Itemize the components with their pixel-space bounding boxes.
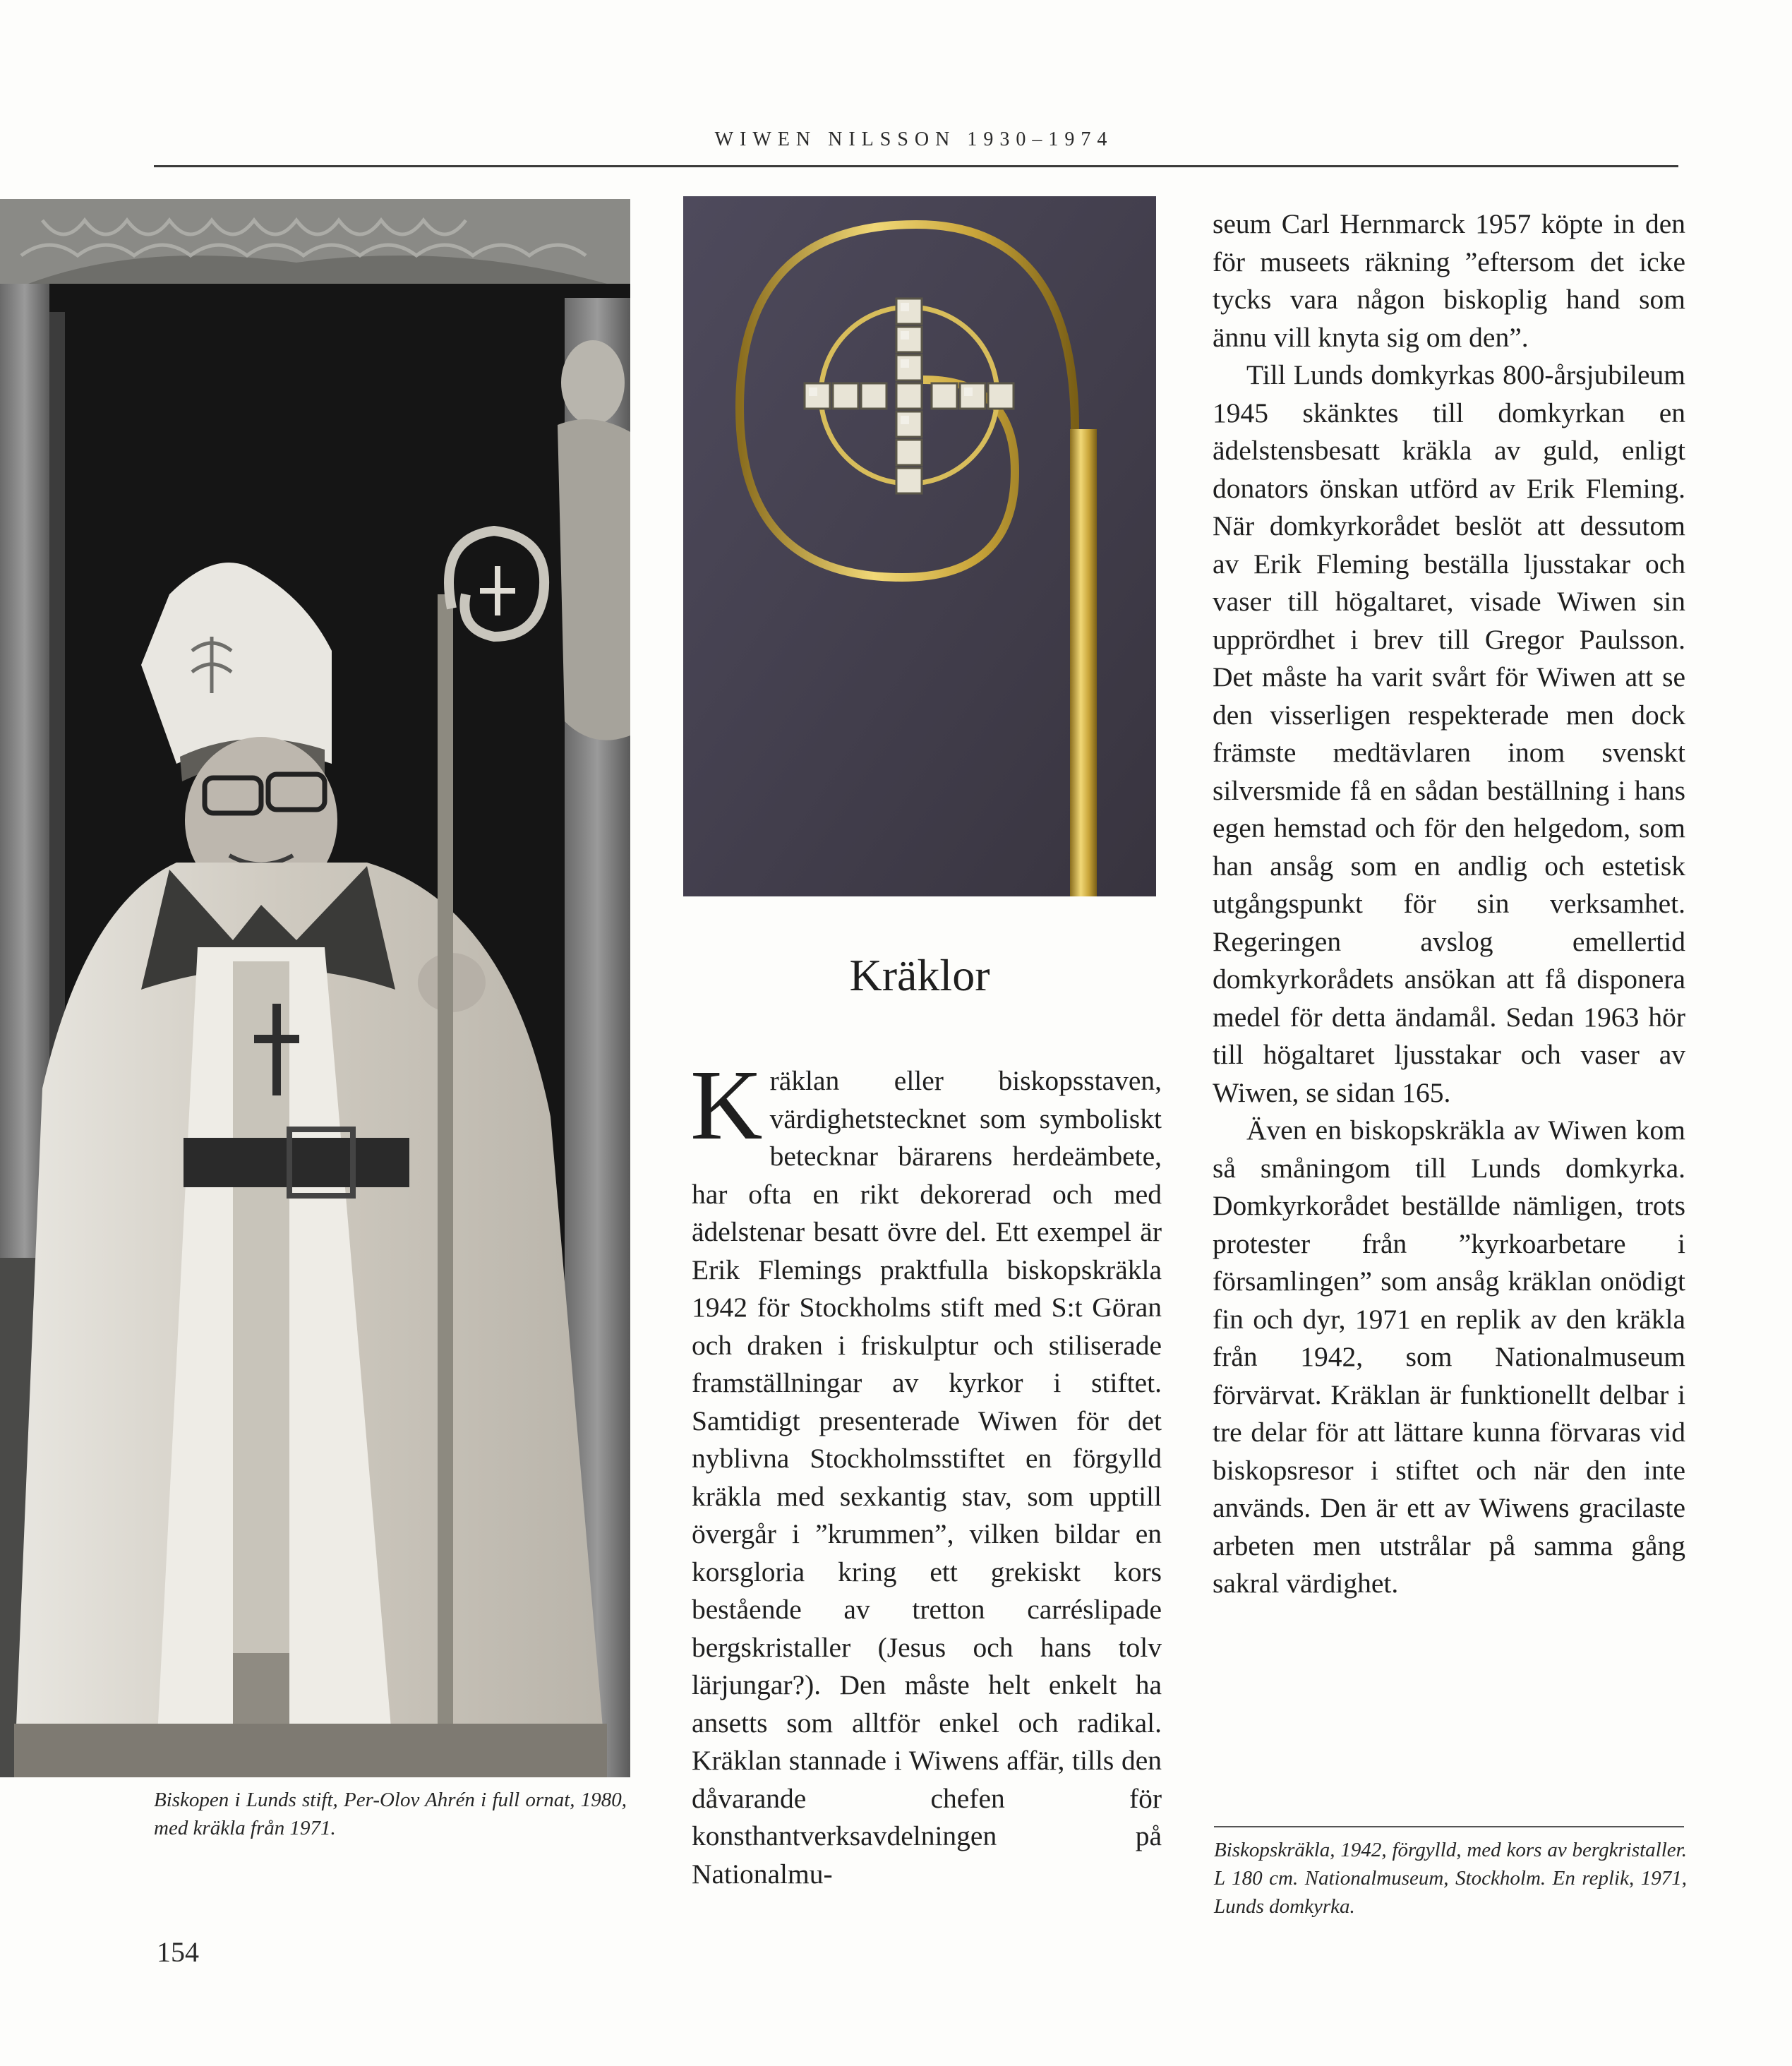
middle-paragraph-text: räklan eller biskopsstaven, värdighetstecknet som symboliskt betecknar bärarens herdeämbete, har ofta en rikt dekorerad och med ädelstenar besatt övre del. Ett exempel är Erik Flemings praktfulla biskopskräkla 1942 för Stockholms stift med S:t Göran och draken i friskulptur och stiliserade framställningar av kyrkor i stiftet. Samtidigt presenterade Wiwen för det nyblivna Stockholmsstiftet en förgylld kräkla med sexkantig stav, som upptill övergår i ”krummen”, vilken bildar en korsgloria kring ett grekiskt kors bestående av tretton carréslipade bergskristaller (Jesus och hans tolv lärjungar?). Den måste helt enkelt ha ansetts som alltför enkel och radikal. Kräklan stannade i Wiwens affär, tills den dåvarande chefen för konsthantverksavdelningen på Nationalmu- <box>692 1065 1162 1890</box>
right-column <box>1213 205 1685 1603</box>
right-paragraph-2: Till Lunds domkyrkas 800-årsjubileum 1945 skänktes till domkyrkan en ädelstensbesatt kräkla av guld, enligt donators önskan utförd av Erik Fleming. När domkyrkorådet beslöt att dessutom av Erik Fleming beställa ljusstakar och vaser till högaltaret, visade Wiwen sin upprördhet i brev till Gregor Paulsson. Det måste ha varit svårt för Wiwen att se den visserligen respekterade men dock främste medtävlaren inom svenskt silversmide få en sådan beställning i hans egen hemstad och för den helgedom, som han ansåg som en andlig och estetisk utgångspunkt för sin verksamhet. Regeringen avslog emellertid domkyrkorådets ansökan att få disponera medel för detta ändamål. Sedan 1963 hör till högaltaret ljusstakar och vaser av Wiwen, se sidan 165. <box>1213 359 1685 1108</box>
bishop-photo <box>0 199 630 1777</box>
bishop-illustration <box>0 199 630 1777</box>
running-header: WIWEN NILSSON 1930–1974 <box>714 128 1114 150</box>
crozier-photo <box>683 196 1156 896</box>
middle-column <box>690 1049 1162 1893</box>
page-number: 154 <box>157 1936 199 1968</box>
drop-cap: K <box>690 1049 763 1160</box>
caption-rule <box>1214 1826 1684 1827</box>
header-rule <box>154 165 1678 167</box>
crozier-illustration <box>683 196 1156 896</box>
crozier-photo-caption: Biskopskräkla, 1942, förgylld, med kors av bergkristaller. L 180 cm. Nationalmuseum, Stockholm. En replik, 1971, Lunds domkyrka. <box>1214 1839 1687 1918</box>
right-paragraph-1: seum Carl Hernmarck 1957 köpte in den för museets räkning ”eftersom det icke tycks vara någon biskoplig hand som ännu vill knyta sig om den”. <box>1213 208 1685 353</box>
article-heading: Kräklor <box>849 950 990 1000</box>
right-paragraph-3: Även en biskopskräkla av Wiwen kom så småningom till Lunds domkyrka. Domkyrkorådet beställde nämligen, trots protester från ”kyrkoarbetare i församlingen” som ansåg kräklan onödigt fin och dyr, 1971 en replik av den kräkla från 1942, som Nationalmuseum förvärvat. Kräklan är funktionellt delbar i tre delar för att lättare kunna förvaras vid biskopsresor i stiftet och när den inte används. Den är ett av Wiwens gracilaste arbeten men utstrålar på samma gång sakral värdighet. <box>1213 1115 1685 1599</box>
bishop-photo-caption: Biskopen i Lunds stift, Per-Olov Ahrén i full ornat, 1980, med kräkla från 1971. <box>154 1789 627 1839</box>
middle-paragraph <box>690 1049 1162 1893</box>
